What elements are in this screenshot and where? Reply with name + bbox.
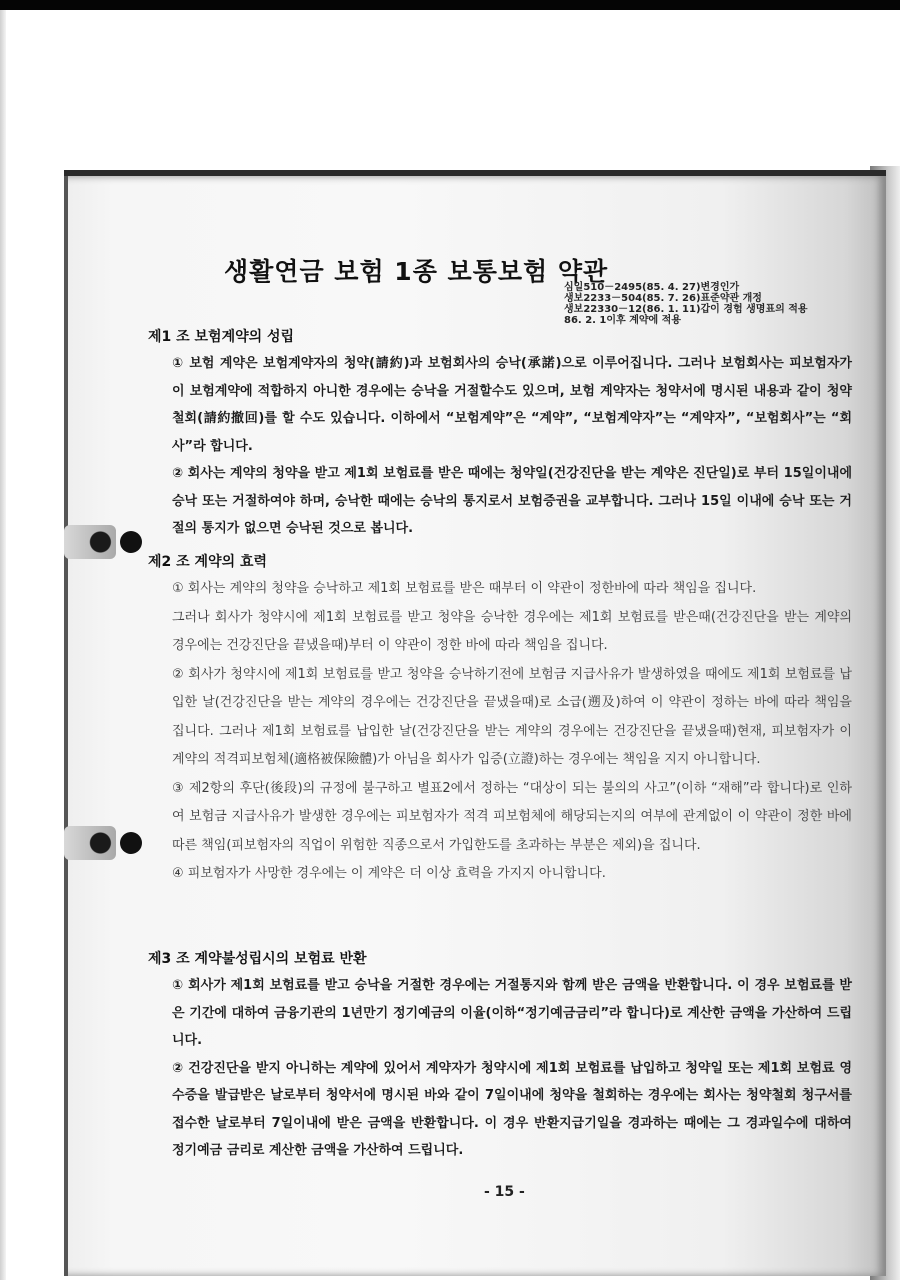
article-paragraph: ① 회사는 계약의 청약을 승낙하고 제1회 보험료를 받은 때부터 이 약관이 정한바에 따라 책임을 집니다. — [172, 581, 757, 596]
binder-clip-icon — [64, 525, 116, 559]
article-paragraph: 그러나 회사가 청약시에 제1회 보험료를 받고 청약을 승낙한 경우에는 제1회 보험료를 받은때(건강진단을 받는 계약의 경우에는 건강진단을 끝냈을때)부터 이 약관이 정한 바에 따라 책임을 집니다. — [172, 609, 852, 653]
document-title: 생활연금 보험 1종 보통보험 약관 — [224, 257, 609, 286]
article-paragraph: ③ 제2항의 후단(後段)의 규정에 불구하고 별표2에서 정하는 “대상이 되는 불의의 사고”(이하 “재해”라 합니다)로 인하여 보험금 지급사유가 발생한 경우에는 피보험자가 적격 피보험체에 해당되는지의 여부에 관계없이 이 약관이 정한 바에 따른 책임(피보험자의 직업이 위험한 직종으로서 가입한도를 초과하는 부분은 제외)을 집니다. — [172, 780, 852, 853]
page-number: - 15 - — [484, 1184, 525, 1200]
binder-clip-icon — [64, 826, 116, 860]
article-1 — [148, 326, 852, 543]
approval-notes — [564, 282, 884, 326]
article-paragraph: ② 회사는 계약의 청약을 받고 제1회 보험료를 받은 때에는 청약일(건강진단을 받는 계약은 진단일)로 부터 15일이내에 승낙 또는 거절하여야 하며, 승낙한 때에는 승낙의 통지로서 보험증권을 교부합니다. 그러나 15일 이내에 승낙 또는 거절의 통지가 없으면 승낙된 것으로 봅니다. — [172, 466, 852, 536]
approval-note-line: 86. 2. 1이후 계약에 적용 — [564, 315, 681, 326]
article-paragraph: ② 회사가 청약시에 제1회 보험료를 받고 청약을 승낙하기전에 보험금 지급사유가 발생하였을 때에도 제1회 보험료를 납입한 날(건강진단을 받는 계약의 경우에는 건강진단을 끝냈을때)로 소급(遡及)하여 이 약관이 정하는 바에 따라 책임을 집니다. 그러나 제1회 보험료를 납입한 날(건강진단을 받는 계약의 경우에는 건강진단을 끝냈을때)현재, 피보험자가 이 계약의 적격피보험체(適格被保險體)가 아님을 회사가 입증(立證)하는 경우에는 책임을 지지 아니합니다. — [172, 666, 852, 767]
article-2 — [148, 551, 852, 889]
article-paragraph: ④ 피보험자가 사망한 경우에는 이 계약은 더 이상 효력을 가지지 아니합니다. — [172, 866, 606, 881]
approval-note-line: 심일510－2495(85. 4. 27)변경인가 — [564, 282, 740, 293]
article-heading: 제1 조 보험계약의 성립 — [148, 329, 295, 345]
article-paragraph: ① 보험 계약은 보험계약자의 청약(請約)과 보험회사의 승낙(承諾)으로 이루어집니다. 그러나 보험회사는 피보험자가 이 보험계약에 적합하지 아니한 경우에는 승낙을 거절할수도 있으며, 보험 계약자는 청약서에 명시된 내용과 같이 청약철회(請約撤回)를 할 수도 있습니다. 이하에서 “보험계약”은 “계약”, “보험계약자”는 “계약자”, “보험회사”는 “회사”라 합니다. — [172, 356, 852, 454]
article-3 — [148, 948, 852, 1165]
article-heading: 제2 조 계약의 효력 — [148, 554, 268, 570]
scan-top-border — [0, 0, 900, 10]
binder-ring-icon — [120, 531, 142, 553]
article-paragraph: ② 건강진단을 받지 아니하는 계약에 있어서 계약자가 청약시에 제1회 보험료를 납입하고 청약일 또는 제1회 보험료 영수증을 발급받은 날로부터 청약서에 명시된 바와 같이 7일이내에 청약을 철회하는 경우에는 회사는 청약철회 청구서를 접수한 날로부터 7일이내에 받은 금액을 반환합니다. 이 경우 반환지급기일을 경과하는 때에는 그 경과일수에 대하여 정기예금 금리로 계산한 금액을 가산하여 드립니다. — [172, 1060, 852, 1158]
approval-note-line: 생보22330－12(86. 1. 11)갑이 경험 생명표의 적용 — [564, 304, 808, 315]
binder-ring-icon — [120, 832, 142, 854]
article-heading: 제3 조 계약불성립시의 보험료 반환 — [148, 951, 367, 967]
article-paragraph: ① 회사가 제1회 보험료를 받고 승낙을 거절한 경우에는 거절통지와 함께 받은 금액을 반환합니다. 이 경우 보험료를 받은 기간에 대하여 금융기관의 1년만기 정기예금의 이율(이하“정기예금금리”라 합니다)로 계산한 금액을 가산하여 드립니다. — [172, 978, 852, 1048]
approval-note-line: 생보2233－504(85. 7. 26)표준약관 개정 — [564, 293, 762, 304]
document-page — [64, 170, 886, 1276]
scan-left-edge — [0, 10, 6, 1280]
